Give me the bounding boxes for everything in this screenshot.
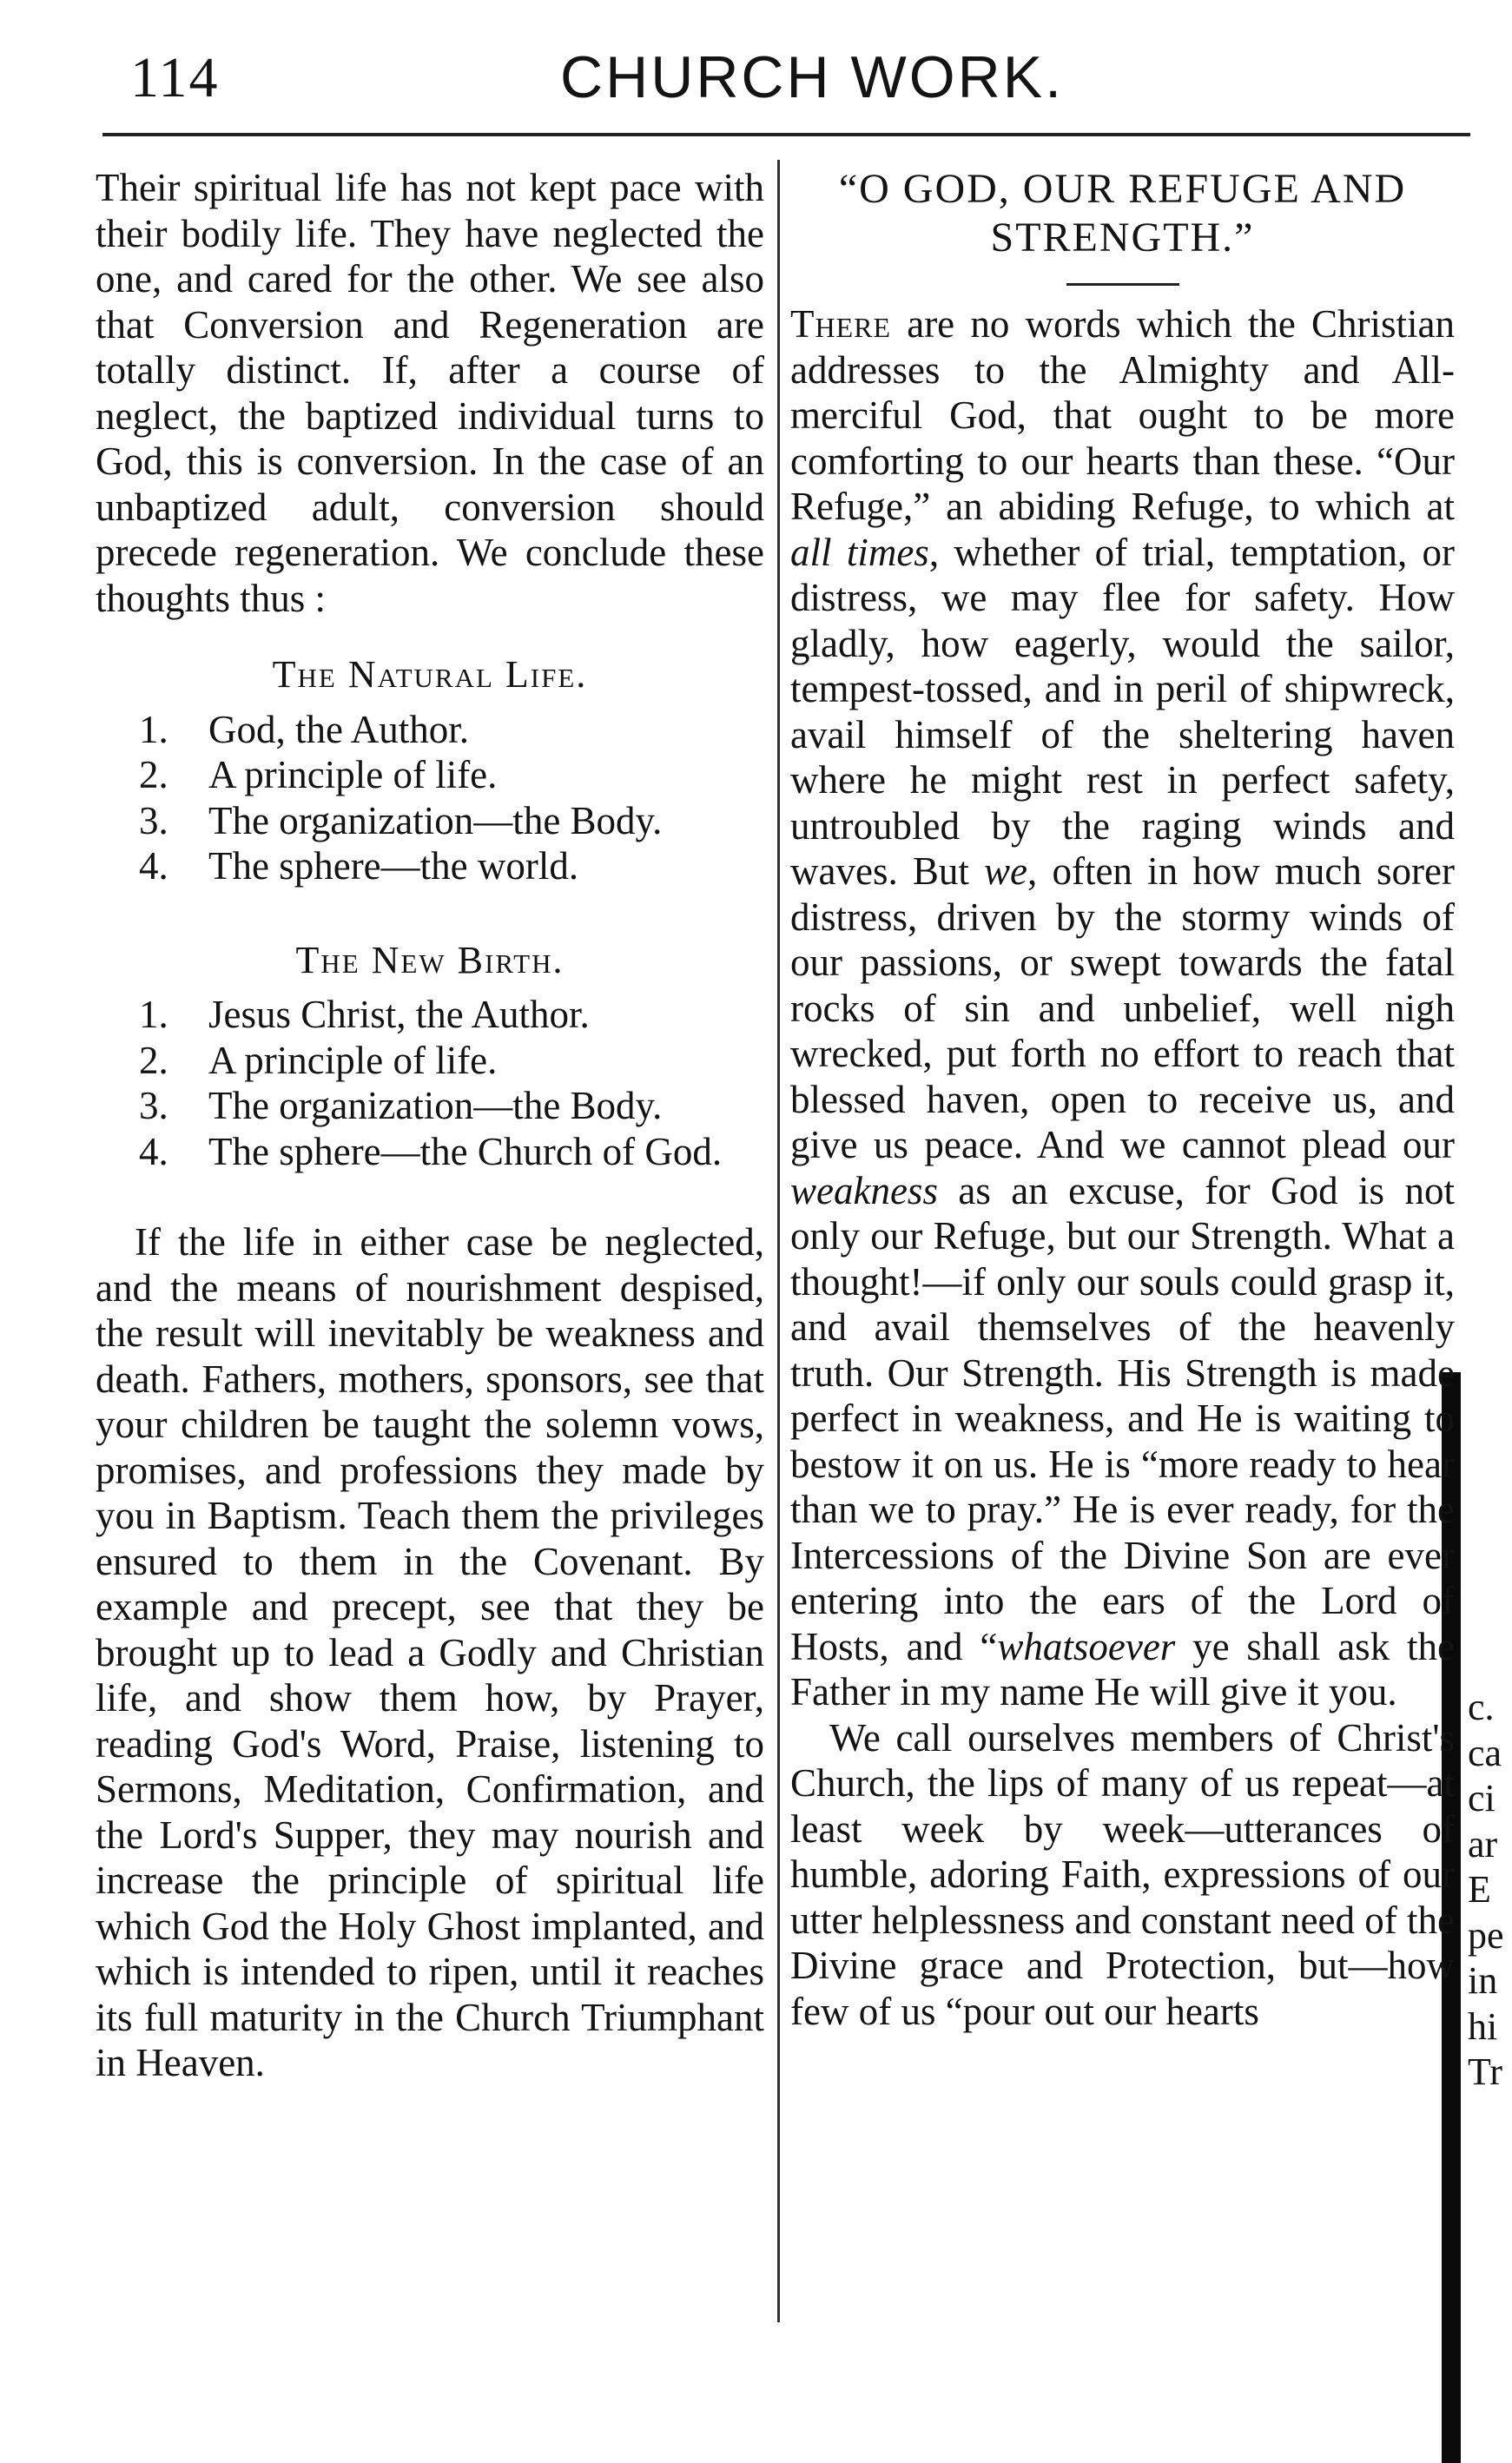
list-item bbox=[96, 843, 764, 889]
list-number: 3. bbox=[139, 798, 168, 842]
margin-fragment: Tr bbox=[1468, 2050, 1502, 2093]
list-text: A principle of life. bbox=[208, 1038, 498, 1082]
list-text: A principle of life. bbox=[208, 753, 498, 796]
list-number: 2. bbox=[139, 1038, 168, 1082]
emphasis: all times bbox=[790, 530, 929, 574]
left-paragraph-2: If the life in either case be neglected, and the means of nourishment despised, the result will inevitably be weakness and death. Fathers, mothers, sponsors, see that your children be taught the solemn vows, promises, and professions they made by you in Baptism. Teach them the privileges ensured to them in the Covenant. By example and precept, see that they be brought up to lead a Godly and Christian life, and show them how, by Prayer, reading God's Word, Praise, listening to Sermons, Meditation, Confirmation, and the Lord's Supper, they may nourish and increase the principle of spiritual life which God the Holy Ghost implanted, and which is intended to ripen, until it reaches its full maturity in the Church Triumphant in Heaven. bbox=[96, 1220, 764, 2084]
list-item bbox=[96, 992, 764, 1038]
lead-word: There bbox=[790, 302, 892, 346]
text-run: , whether of trial, temptation, or distress, we may flee for safety. How gladly, how eagerly, would the sailor, tempest-tossed, and in peril of shipwreck, avail himself of the sheltering haven where he might rest in perfect safety, untroubled by the raging winds and waves. But bbox=[790, 530, 1456, 893]
list-number: 4. bbox=[139, 1129, 168, 1173]
list-item bbox=[96, 707, 764, 753]
new-birth-list bbox=[96, 992, 764, 1174]
text-run: as an excuse, for God is not only our Refuge, but our Strength. What a thought!—if only our souls could grasp it, and avail themselves of the heavenly truth. Our Strength. His Strength is made perfect in weakness, and He is waiting to bestow it on us. He is “more ready to hear than we to pray.” He is ever ready, for the Intercessions of the Divine Son are ever entering into the ears of the Lord of Hosts, and “ bbox=[790, 1168, 1455, 1668]
text-run: ye shall ask the Father in my name He will give it you. bbox=[790, 1624, 1455, 1714]
margin-fragment: hi bbox=[1468, 2004, 1498, 2048]
title-rule bbox=[1066, 283, 1179, 286]
margin-fragment: c. bbox=[1468, 1686, 1495, 1728]
margin-fragment: E bbox=[1468, 1868, 1491, 1911]
list-item bbox=[96, 1129, 764, 1175]
list-text: The sphere—the world. bbox=[208, 844, 579, 888]
column-divider bbox=[777, 160, 780, 2322]
list-text: Jesus Christ, the Author. bbox=[208, 993, 590, 1036]
list-item bbox=[96, 1083, 764, 1129]
margin-fragment: ci bbox=[1468, 1777, 1495, 1819]
list-number: 1. bbox=[139, 707, 168, 751]
natural-life-heading: The Natural Life. bbox=[272, 653, 588, 696]
list-item bbox=[96, 1038, 764, 1084]
list-text: The sphere—the Church of God. bbox=[208, 1129, 723, 1173]
left-column bbox=[96, 165, 764, 2086]
emphasis: we bbox=[984, 849, 1028, 893]
text-run: are no words which the Christian addresses to the Almighty and All-merciful God, that ought to be more comforting to our hearts than these. “Our Refuge,” an abiding Refuge, to which at bbox=[790, 302, 1455, 528]
running-title: CHURCH WORK. bbox=[560, 44, 1064, 110]
page-number: 114 bbox=[130, 46, 220, 109]
list-text: The organization—the Body. bbox=[208, 1084, 663, 1127]
text-run: , often in how much sorer distress, driven by the stormy winds of our passions, or swept towards the fatal rocks of sin and unbelief, well nigh wrecked, put forth no effort to reach that blessed haven, open to receive us, and give us peace. And we cannot plead our bbox=[790, 849, 1455, 1166]
right-paragraph-1 bbox=[790, 301, 1455, 1715]
right-paragraph-2: We call ourselves members of Christ's Church, the lips of many of us repeat—at least week by week—utterances of humble, adoring Faith, expressions of our utter helplessness and constant need of the Divine grace and Protection, but—how few of us “pour out our hearts bbox=[790, 1715, 1455, 2033]
list-number: 2. bbox=[139, 753, 168, 796]
left-paragraph-1: Their spiritual life has not kept pace with their bodily life. They have neglected the one, and cared for the other. We see also that Conversion and Regeneration are totally distinct. If, after a course of neglect, the baptized individual turns to God, this is conversion. In the case of an unbaptized adult, conversion should precede regeneration. We conclude these thoughts thus : bbox=[96, 166, 764, 620]
list-text: God, the Author. bbox=[208, 707, 469, 751]
header-rule bbox=[102, 133, 1470, 136]
margin-fragment: ar bbox=[1468, 1822, 1498, 1865]
natural-life-list bbox=[96, 707, 764, 889]
next-page-fragments bbox=[1468, 1685, 1511, 2096]
emphasis: whatsoever bbox=[997, 1624, 1176, 1668]
right-column bbox=[790, 165, 1455, 2034]
emphasis: weakness bbox=[790, 1168, 938, 1212]
list-number: 1. bbox=[139, 993, 168, 1036]
page-header bbox=[0, 0, 1512, 130]
list-item bbox=[96, 798, 764, 844]
list-number: 4. bbox=[139, 844, 168, 888]
article-title: “O GOD, OUR REFUGE AND STRENGTH.” bbox=[838, 166, 1407, 261]
list-number: 3. bbox=[139, 1084, 168, 1127]
list-item bbox=[96, 752, 764, 798]
margin-fragment: in bbox=[1468, 1959, 1498, 2002]
list-text: The organization—the Body. bbox=[208, 798, 663, 842]
new-birth-heading: The New Birth. bbox=[295, 938, 565, 981]
margin-fragment: pe bbox=[1468, 1913, 1504, 1957]
margin-fragment: ca bbox=[1468, 1731, 1502, 1774]
